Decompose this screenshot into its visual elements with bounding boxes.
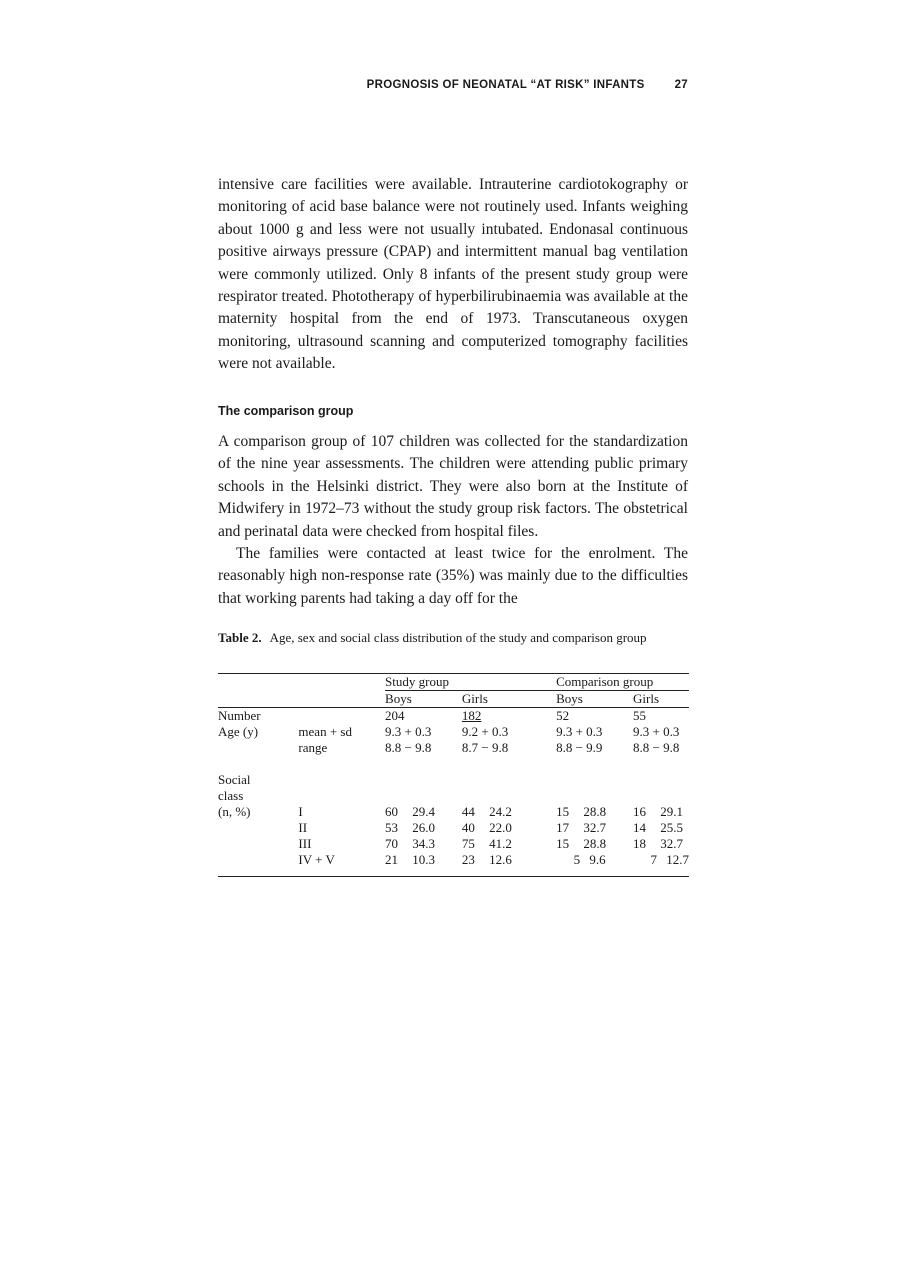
cell-number: 55 xyxy=(633,708,689,725)
cell-percent: 25.5 xyxy=(660,820,683,835)
cell-count: 40 xyxy=(461,820,475,835)
body-paragraph-2-block xyxy=(218,431,688,610)
sub-label-range: range xyxy=(298,740,328,755)
cell-percent: 29.1 xyxy=(660,804,683,819)
cell-percent: 28.8 xyxy=(583,804,607,819)
cell-count: 70 xyxy=(385,836,399,851)
running-title: PROGNOSIS OF NEONATAL “AT RISK” INFANTS xyxy=(366,79,645,91)
cell-age-range: 8.8 − 9.8 xyxy=(633,740,680,755)
cell-count: 23 xyxy=(461,852,475,867)
body-paragraph-2: A comparison group of 107 children was collected for the standardization of the nine year assessments. The children were attending public primary schools in the Helsinki district. They were also born at the Institute of Midwifery in 1972–73 without the study group risk factors. The obstetrical and perinatal data were checked from hospital files. xyxy=(218,433,688,540)
section-heading: The comparison group xyxy=(218,404,354,418)
cell-count: 17 xyxy=(556,820,570,835)
cell-count: 18 xyxy=(633,836,646,851)
body-paragraph-3: The families were contacted at least twice for the enrolment. The reasonably high non-response rate (35%) was mainly due to the difficulties that working parents had taking a day off for the xyxy=(218,545,688,607)
cell-percent: 29.4 xyxy=(412,804,436,819)
cell-count: 75 xyxy=(461,836,475,851)
class-label: IV + V xyxy=(298,852,335,867)
cell-count: 5 xyxy=(573,852,581,867)
table-caption xyxy=(218,630,688,646)
cell-number: 52 xyxy=(556,708,633,725)
cell-age-mean: 9.2 + 0.3 xyxy=(461,724,509,739)
row-label-social-1: Social xyxy=(218,772,251,787)
cell-age-mean: 9.3 + 0.3 xyxy=(556,724,603,739)
cell-count: 60 xyxy=(385,804,399,819)
cell-percent: 26.0 xyxy=(412,820,436,835)
table-caption-text: Age, sex and social class distribution of the study and comparison group xyxy=(269,630,647,645)
running-header xyxy=(218,79,688,91)
table-row-age-range xyxy=(218,740,689,756)
col-comparison-boys: Boys xyxy=(556,691,583,706)
cell-count: 7 xyxy=(650,852,657,867)
cell-count: 21 xyxy=(385,852,399,867)
row-label-age: Age (y) xyxy=(218,724,259,739)
group-header-study: Study group xyxy=(385,674,539,691)
table-row-class-I xyxy=(218,804,689,820)
table-row-age-mean xyxy=(218,724,689,740)
cell-percent: 9.6 xyxy=(589,852,606,867)
row-label-social-3: (n, %) xyxy=(218,804,251,819)
cell-percent: 34.3 xyxy=(412,836,436,851)
col-comparison-girls: Girls xyxy=(633,691,659,706)
cell-count: 16 xyxy=(633,804,646,819)
cell-percent: 22.0 xyxy=(489,820,512,835)
cell-count: 14 xyxy=(633,820,646,835)
row-label-number: Number xyxy=(218,708,298,725)
class-label: I xyxy=(298,804,303,819)
cell-count: 15 xyxy=(556,836,570,851)
table-row-number xyxy=(218,708,689,725)
class-label: III xyxy=(298,836,312,851)
cell-percent: 41.2 xyxy=(489,836,512,851)
body-paragraph-1-block xyxy=(218,174,688,376)
cell-percent: 28.8 xyxy=(583,836,607,851)
cell-percent: 32.7 xyxy=(583,820,607,835)
col-study-boys: Boys xyxy=(385,691,412,706)
cell-percent: 12.6 xyxy=(489,852,512,867)
table-row-class-III xyxy=(218,836,689,852)
cell-age-mean: 9.3 + 0.3 xyxy=(633,724,680,739)
cell-age-range: 8.8 − 9.8 xyxy=(385,740,432,755)
cell-percent: 10.3 xyxy=(412,852,436,867)
group-header-comparison: Comparison group xyxy=(556,674,689,691)
cell-count: 15 xyxy=(556,804,570,819)
cell-number: 182 xyxy=(461,708,482,723)
data-table xyxy=(218,673,689,877)
table-row-class-II xyxy=(218,820,689,836)
section-heading-block xyxy=(218,404,688,418)
class-label: II xyxy=(298,820,308,835)
col-study-girls: Girls xyxy=(461,691,488,706)
table-row-class-IV-V xyxy=(218,852,689,868)
sub-label-mean-sd: mean + sd xyxy=(298,724,352,739)
body-paragraph-1: intensive care facilities were available. Intrauterine cardiotokography or monitoring of acid base balance were not routinely used. Infants weighing about 1000 g and less were not usually intubated. Endonasal continuous positive airways pressure (CPAP) and intermittent manual bag ventilation were commonly utilized. Only 8 infants of the present study group were respirator treated. Phototherapy of hyperbilirubinaemia was available at the maternity hospital from the end of 1973. Transcutaneous oxygen monitoring, ultrasound scanning and computerized tomography facilities were not available. xyxy=(218,176,688,373)
cell-age-range: 8.7 − 9.8 xyxy=(461,740,509,755)
cell-count: 44 xyxy=(461,804,475,819)
cell-percent: 32.7 xyxy=(660,836,683,851)
table-caption-label: Table 2. xyxy=(218,630,262,645)
cell-percent: 24.2 xyxy=(489,804,512,819)
cell-count: 53 xyxy=(385,820,399,835)
cell-age-range: 8.8 − 9.9 xyxy=(556,740,603,755)
cell-age-mean: 9.3 + 0.3 xyxy=(385,724,432,739)
cell-number: 204 xyxy=(385,708,462,725)
row-label-social-2: class xyxy=(218,788,244,803)
page-number: 27 xyxy=(674,79,688,91)
cell-percent: 12.7 xyxy=(666,852,689,867)
